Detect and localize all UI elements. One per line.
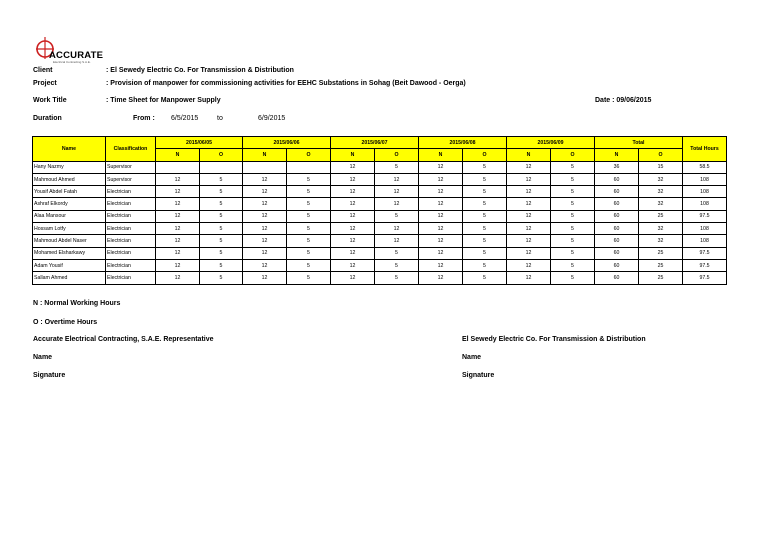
cell-overtime: 5 (200, 272, 243, 284)
subheader-normal: N (507, 149, 551, 161)
table-row (33, 210, 727, 222)
cell-total-overtime: 25 (639, 272, 683, 284)
cell-normal: 12 (507, 223, 551, 235)
cell-total-overtime: 25 (639, 247, 683, 259)
company-logo (35, 35, 115, 63)
cell-overtime: 5 (287, 235, 331, 247)
cell-normal: 12 (507, 161, 551, 173)
row-name: Mahmoud Abdel Naser (33, 235, 106, 247)
cell-overtime: 5 (200, 223, 243, 235)
cell-overtime: 5 (287, 247, 331, 259)
row-classification: Electrician (106, 259, 156, 271)
cell-overtime: 12 (375, 223, 419, 235)
cell-normal: 12 (507, 198, 551, 210)
subheader-overtime: O (200, 149, 243, 161)
client-value: : El Sewedy Electric Co. For Transmission & Distribution (106, 67, 294, 74)
cell-normal: 12 (243, 223, 287, 235)
project-value: : Provision of manpower for commissioning activities for EEHC Substations in Sohag (Beit Dawood - Oerga) (106, 80, 466, 87)
cell-total-overtime: 32 (639, 223, 683, 235)
cell-total-hours: 97.5 (683, 247, 727, 259)
subheader-overtime: O (463, 149, 507, 161)
column-header-date: 2015/06/06 (243, 137, 331, 149)
cell-normal: 12 (507, 247, 551, 259)
cell-overtime: 5 (463, 186, 507, 198)
table-row (33, 223, 727, 235)
column-header-total: Total (595, 137, 683, 149)
cell-normal: 12 (243, 259, 287, 271)
cell-normal: 12 (331, 247, 375, 259)
cell-normal: 12 (331, 186, 375, 198)
column-header-date: 2015/06/07 (331, 137, 419, 149)
cell-normal: 12 (156, 173, 200, 185)
cell-total-normal: 60 (595, 247, 639, 259)
cell-total-hours: 108 (683, 235, 727, 247)
cell-total-overtime: 15 (639, 161, 683, 173)
cell-normal: 12 (419, 198, 463, 210)
cell-overtime: 5 (551, 235, 595, 247)
table-row (33, 235, 727, 247)
legend-normal-hours: N : Normal Working Hours (33, 300, 121, 307)
duration-label: Duration (33, 115, 62, 122)
cell-total-normal: 36 (595, 161, 639, 173)
cell-total-overtime: 32 (639, 186, 683, 198)
cell-overtime: 5 (287, 173, 331, 185)
row-name: Yousif Abdel Fatah (33, 186, 106, 198)
document-date: Date : 09/06/2015 (595, 97, 652, 104)
cell-overtime (200, 161, 243, 173)
cell-normal: 12 (507, 259, 551, 271)
table-row (33, 272, 727, 284)
cell-overtime: 5 (551, 223, 595, 235)
cell-total-hours: 108 (683, 173, 727, 185)
row-name: Adam Yousif (33, 259, 106, 271)
subheader-overtime: O (375, 149, 419, 161)
cell-overtime: 5 (200, 186, 243, 198)
column-header-classification: Classification (106, 137, 156, 162)
cell-overtime: 5 (551, 161, 595, 173)
cell-total-normal: 60 (595, 210, 639, 222)
cell-normal: 12 (156, 223, 200, 235)
cell-total-normal: 60 (595, 186, 639, 198)
subheader-overtime: O (287, 149, 331, 161)
cell-normal: 12 (419, 247, 463, 259)
cell-normal: 12 (419, 186, 463, 198)
cell-overtime: 5 (200, 235, 243, 247)
cell-overtime: 5 (375, 210, 419, 222)
cell-overtime: 12 (375, 173, 419, 185)
cell-overtime: 5 (287, 259, 331, 271)
cell-total-overtime: 25 (639, 210, 683, 222)
row-name: Sallam Ahmed (33, 272, 106, 284)
table-row (33, 161, 727, 173)
client-name-label: Name (462, 354, 482, 361)
project-label: Project (33, 80, 57, 87)
cell-overtime: 5 (375, 272, 419, 284)
cell-overtime: 5 (287, 223, 331, 235)
row-classification: Electrician (106, 223, 156, 235)
client-label: Client (33, 67, 53, 74)
cell-overtime: 5 (463, 173, 507, 185)
cell-normal: 12 (331, 223, 375, 235)
column-header-name: Name (33, 137, 106, 162)
table-row (33, 173, 727, 185)
cell-total-hours: 58.5 (683, 161, 727, 173)
cell-normal: 12 (331, 198, 375, 210)
contractor-name-label: Name (33, 354, 53, 361)
cell-overtime: 5 (551, 186, 595, 198)
cell-overtime: 5 (287, 186, 331, 198)
cell-total-hours: 108 (683, 186, 727, 198)
cell-overtime: 5 (551, 198, 595, 210)
row-name: Hossam Lotfy (33, 223, 106, 235)
row-classification: Supervisor (106, 161, 156, 173)
cell-normal: 12 (243, 173, 287, 185)
cell-total-hours: 97.5 (683, 259, 727, 271)
cell-total-normal: 60 (595, 173, 639, 185)
subheader-overtime: O (551, 149, 595, 161)
cell-normal (243, 161, 287, 173)
cell-normal: 12 (419, 161, 463, 173)
row-classification: Supervisor (106, 173, 156, 185)
cell-normal: 12 (507, 272, 551, 284)
cell-overtime (287, 161, 331, 173)
cell-overtime: 5 (200, 259, 243, 271)
table-row (33, 198, 727, 210)
cell-overtime: 12 (375, 198, 419, 210)
row-name: Alaa Mansour (33, 210, 106, 222)
table-header-row (33, 137, 727, 149)
cell-total-hours: 108 (683, 223, 727, 235)
cell-total-normal: 60 (595, 235, 639, 247)
cell-normal: 12 (331, 272, 375, 284)
cell-total-overtime: 32 (639, 198, 683, 210)
cell-overtime: 5 (463, 210, 507, 222)
cell-normal: 12 (156, 210, 200, 222)
table-row (33, 259, 727, 271)
cell-overtime: 5 (200, 247, 243, 259)
client-signature-label: Signature (462, 372, 495, 379)
cell-normal: 12 (507, 186, 551, 198)
from-date: 6/5/2015 (171, 115, 199, 122)
cell-total-normal: 60 (595, 198, 639, 210)
cell-overtime: 5 (463, 198, 507, 210)
cell-normal: 12 (243, 186, 287, 198)
cell-overtime: 5 (375, 247, 419, 259)
cell-total-overtime: 32 (639, 235, 683, 247)
row-classification: Electrician (106, 247, 156, 259)
cell-overtime: 5 (287, 210, 331, 222)
cell-overtime: 5 (551, 259, 595, 271)
row-classification: Electrician (106, 186, 156, 198)
cell-normal: 12 (331, 173, 375, 185)
subheader-normal: N (156, 149, 200, 161)
cell-total-hours: 108 (683, 198, 727, 210)
cell-normal: 12 (507, 173, 551, 185)
subheader-normal: N (243, 149, 287, 161)
column-header-date: 2015/06/09 (507, 137, 595, 149)
cell-normal: 12 (419, 210, 463, 222)
cell-overtime: 12 (375, 186, 419, 198)
cell-normal: 12 (156, 186, 200, 198)
timesheet-body (33, 161, 727, 284)
row-classification: Electrician (106, 198, 156, 210)
subheader-normal: N (419, 149, 463, 161)
table-row (33, 186, 727, 198)
cell-total-hours: 97.5 (683, 210, 727, 222)
cell-overtime: 5 (375, 259, 419, 271)
cell-overtime: 5 (287, 272, 331, 284)
cell-total-overtime: 25 (639, 259, 683, 271)
cell-normal: 12 (156, 235, 200, 247)
logo-subtitle: Electrical Contracting S.A.E. (53, 60, 91, 64)
cell-overtime: 5 (200, 198, 243, 210)
from-label: From : (133, 115, 155, 122)
cell-normal: 12 (419, 235, 463, 247)
cell-overtime: 5 (287, 198, 331, 210)
contractor-signature-label: Signature (33, 372, 66, 379)
cell-overtime: 5 (463, 247, 507, 259)
cell-normal: 12 (331, 161, 375, 173)
cell-overtime: 5 (463, 272, 507, 284)
cell-normal: 12 (156, 247, 200, 259)
cell-normal: 12 (419, 259, 463, 271)
cell-normal: 12 (243, 210, 287, 222)
cell-normal: 12 (243, 247, 287, 259)
cell-total-normal: 60 (595, 259, 639, 271)
row-name: Mahmoud Ahmed (33, 173, 106, 185)
cell-overtime: 5 (463, 259, 507, 271)
row-classification: Electrician (106, 210, 156, 222)
cell-overtime: 5 (375, 161, 419, 173)
cell-normal: 12 (331, 259, 375, 271)
row-name: Hany Nazmy (33, 161, 106, 173)
row-name: Mohamed Elsharkawy (33, 247, 106, 259)
cell-normal: 12 (243, 198, 287, 210)
subheader-normal: N (331, 149, 375, 161)
cell-normal: 12 (156, 259, 200, 271)
work-title-value: : Time Sheet for Manpower Supply (106, 97, 221, 104)
cell-total-normal: 60 (595, 223, 639, 235)
cell-normal: 12 (419, 173, 463, 185)
cell-normal: 12 (419, 272, 463, 284)
cell-overtime: 5 (551, 210, 595, 222)
cell-overtime: 5 (551, 173, 595, 185)
work-title-label: Work Title (33, 97, 67, 104)
cell-overtime: 12 (375, 235, 419, 247)
to-date: 6/9/2015 (258, 115, 286, 122)
row-name: Ashraf Elkordy (33, 198, 106, 210)
cell-normal: 12 (156, 272, 200, 284)
row-classification: Electrician (106, 235, 156, 247)
cell-overtime: 5 (551, 247, 595, 259)
subheader-overtime: O (639, 149, 683, 161)
column-header-total-hours: Total Hours (683, 137, 727, 162)
column-header-date: 2015/06/08 (419, 137, 507, 149)
row-classification: Electrician (106, 272, 156, 284)
cell-normal: 12 (331, 235, 375, 247)
cell-overtime: 5 (551, 272, 595, 284)
cell-overtime: 5 (200, 173, 243, 185)
table-row (33, 247, 727, 259)
cell-normal: 12 (419, 223, 463, 235)
cell-overtime: 5 (463, 235, 507, 247)
logo-name: ACCURATE (49, 50, 104, 61)
legend-overtime-hours: O : Overtime Hours (33, 319, 98, 326)
cell-normal: 12 (243, 235, 287, 247)
cell-normal: 12 (156, 198, 200, 210)
cell-overtime: 5 (200, 210, 243, 222)
timesheet-table (32, 136, 727, 285)
cell-normal: 12 (507, 210, 551, 222)
subheader-normal: N (595, 149, 639, 161)
cell-total-overtime: 32 (639, 173, 683, 185)
cell-overtime: 5 (463, 223, 507, 235)
contractor-representative: Accurate Electrical Contracting, S.A.E. Representative (33, 336, 214, 343)
cell-normal: 12 (507, 235, 551, 247)
cell-total-normal: 60 (595, 272, 639, 284)
column-header-date: 2015/06/05 (156, 137, 243, 149)
cell-normal: 12 (243, 272, 287, 284)
cell-overtime: 5 (463, 161, 507, 173)
client-representative: El Sewedy Electric Co. For Transmission & Distribution (462, 336, 646, 343)
to-label: to (217, 115, 223, 122)
cell-normal: 12 (331, 210, 375, 222)
cell-total-hours: 97.5 (683, 272, 727, 284)
cell-normal (156, 161, 200, 173)
